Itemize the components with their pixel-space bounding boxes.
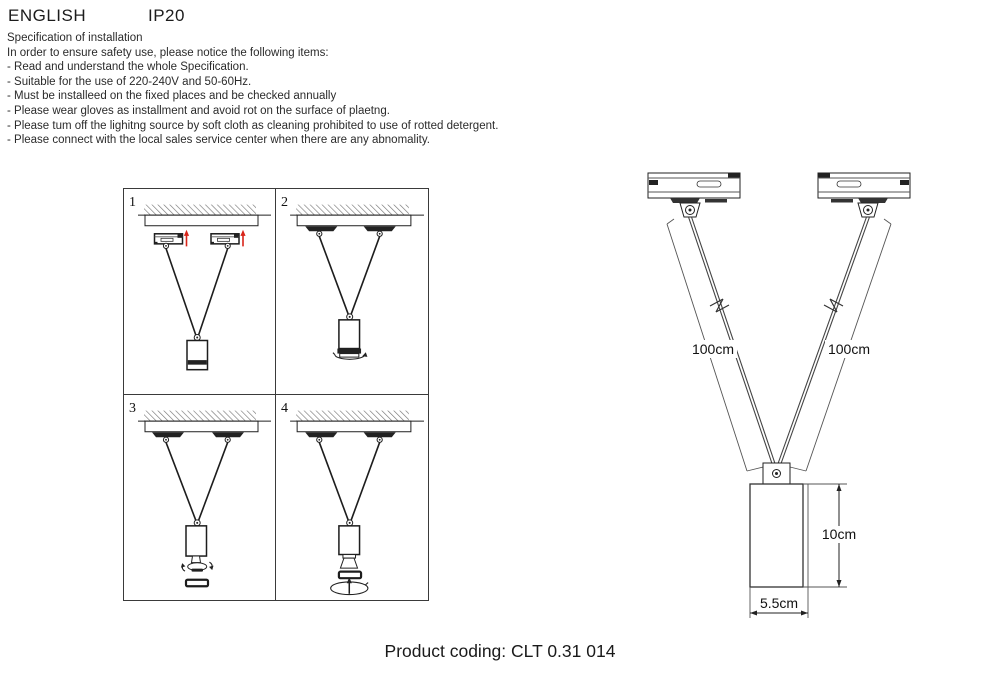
cable-connector — [194, 520, 200, 526]
step-panel-4 — [276, 395, 428, 600]
track-adapter-left — [648, 173, 740, 217]
mounted-adapter — [305, 433, 337, 443]
track-adapter-right — [818, 173, 910, 217]
installation-steps-grid — [123, 188, 429, 601]
cable-connector — [194, 334, 200, 340]
language-title: ENGLISH — [8, 6, 87, 25]
spec-item: - Suitable for the use of 220-240V and 50-60Hz. — [7, 75, 252, 88]
cable-connector — [347, 314, 353, 320]
cable-connector — [347, 520, 353, 526]
ceiling — [290, 411, 424, 432]
reflector-cone — [340, 558, 357, 568]
step-2-drawing — [276, 189, 428, 394]
track-adapter — [211, 234, 239, 249]
step-panel-1 — [124, 189, 276, 395]
height-dimension — [803, 484, 858, 587]
panel-number: 1 — [129, 194, 136, 211]
step-4-drawing — [276, 395, 428, 600]
mounted-adapter — [305, 226, 337, 236]
dimension-diagram — [625, 160, 965, 630]
cable-length-label-right — [825, 340, 873, 358]
cable-break-mark — [710, 299, 729, 312]
ceiling — [138, 205, 271, 226]
pendant-body — [186, 526, 207, 556]
spec-intro: In order to ensure safety use, please notice the following items: — [7, 46, 329, 59]
step-panel-2 — [276, 189, 428, 395]
ip-rating: IP20 — [148, 6, 185, 25]
step-1-drawing — [124, 189, 275, 394]
cable-break-mark — [824, 299, 843, 312]
lens-ring-with-arrows — [181, 562, 214, 572]
svg-text:100cm: 100cm — [691, 341, 735, 357]
spec-item: - Please tum off the lighitng source by soft cloth as cleaning prohibited to use of rotted detergent. — [7, 119, 499, 132]
spec-title: Specification of installation — [7, 32, 143, 44]
suspension-cables — [319, 443, 379, 521]
panel-number: 2 — [281, 194, 289, 211]
lamp-neck — [192, 556, 201, 563]
step-panel-3 — [124, 395, 276, 600]
step-3-drawing — [124, 395, 275, 600]
push-up-arrow-icon — [184, 230, 189, 247]
rotation-arrow — [331, 578, 368, 595]
spec-item: - Please connect with the local sales service center when there are any abnomality. — [7, 134, 430, 147]
ceiling — [290, 205, 424, 226]
spec-item: - Read and understand the whole Specification. — [7, 61, 249, 74]
trim-ring — [186, 580, 208, 587]
pendant-body — [187, 340, 208, 369]
specification-text — [7, 31, 498, 148]
cable-connector-block — [763, 463, 790, 484]
suspension-cables — [166, 443, 228, 521]
panel-number: 3 — [129, 400, 136, 417]
svg-text:10cm: 10cm — [821, 526, 857, 542]
spec-item: - Please wear gloves as installment and avoid rot on the surface of plaetng. — [7, 104, 390, 117]
mounted-adapter — [152, 433, 184, 443]
product-coding: Product coding: CLT 0.31 014 — [384, 641, 616, 661]
push-up-arrow-icon — [240, 230, 245, 247]
pendant-body — [339, 526, 360, 558]
track-adapter — [155, 234, 183, 249]
svg-text:5.5cm: 5.5cm — [759, 595, 799, 611]
mounted-adapter — [364, 226, 396, 236]
trim-ring — [339, 572, 361, 579]
mounted-adapter — [364, 433, 396, 443]
cable-length-label-left — [689, 340, 737, 358]
pendant-body — [337, 320, 361, 357]
suspension-cables — [166, 248, 228, 335]
pendant-body — [750, 484, 803, 587]
spec-item: - Must be installeed on the fixed places and be checked annually — [7, 90, 337, 103]
suspension-cables — [319, 236, 379, 314]
svg-text:100cm: 100cm — [827, 341, 871, 357]
panel-number: 4 — [281, 400, 289, 417]
ceiling — [138, 411, 271, 432]
mounted-adapter — [212, 433, 244, 443]
